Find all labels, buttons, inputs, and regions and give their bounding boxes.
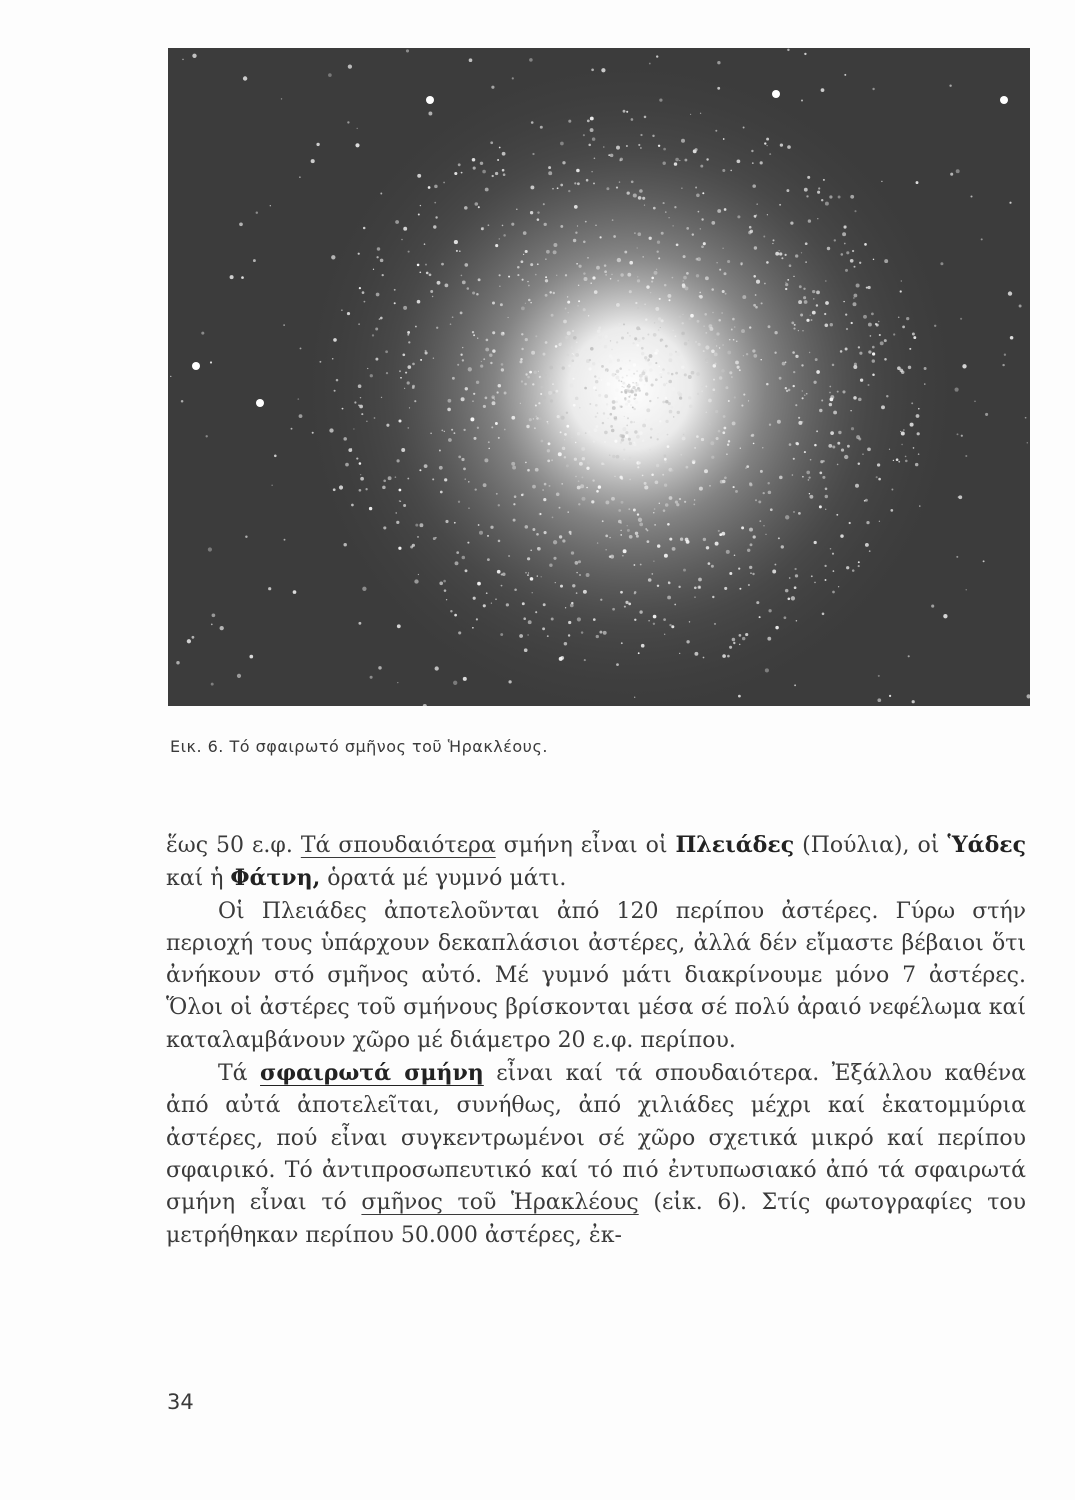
paragraph-1: ἕως 50 ε.φ. Τά σπουδαιότερα σμήνη εἶναι οἱ Πλειάδες (Πούλια), οἱ Ὑάδες καί ἡ Φάτνη, ὁρατά μέ γυμνό μάτι.: [166, 832, 1027, 892]
figure-caption: Εικ. 6. Τό σφαιρωτό σμῆνος τοῦ Ἡρακλέους.: [170, 737, 548, 756]
body-text: [166, 829, 1026, 1252]
paragraph-2: Οἱ Πλειάδες ἀποτελοῦνται ἀπό 120 περίπου ἀστέρες. Γύρω στήν περιοχή τους ὑπάρχουν δεκαπλάσιοι ἀστέρες, ἀλλά δέν εἴμαστε βέβαιοι ὅτι ἀνήκουν στό σμῆνος αὐτό. Μέ γυμνό μάτι διακρίνουμε μόνο 7 ἀστέρες. Ὅλοι οἱ ἀστέρες τοῦ σμήνους βρίσκονται μέσα σέ πολύ ἀραιό νεφέλωμα καί καταλαμβάνουν χῶρο μέ διάμετρο 20 ε.φ. περίπου.: [166, 898, 1026, 1053]
globular-cluster-photo: [168, 48, 1030, 706]
page-number: 34: [167, 1390, 194, 1414]
paragraph-3: Τά σφαιρωτά σμήνη εἶναι καί τά σπουδαιότερα. Ἐξάλλου καθένα ἀπό αὐτά ἀποτελεῖται, συνήθως, ἀπό χιλιάδες μέχρι καί ἑκατομμύρια ἀστέρες, πού εἶναι συγκεντρωμένοι σέ χῶρο σχετικά μικρό καί περίπου σφαιρικό. Τό ἀντιπροσωπευτικό καί τό πιό ἐντυπωσιακό ἀπό τά σφαιρωτά σμήνη εἶναι τό σμῆνος τοῦ Ἡρακλέους (εἰκ. 6). Στίς φωτογραφίες του μετρήθηκαν περίπου 50.000 ἀστέρες, ἐκ-: [166, 1060, 1027, 1248]
